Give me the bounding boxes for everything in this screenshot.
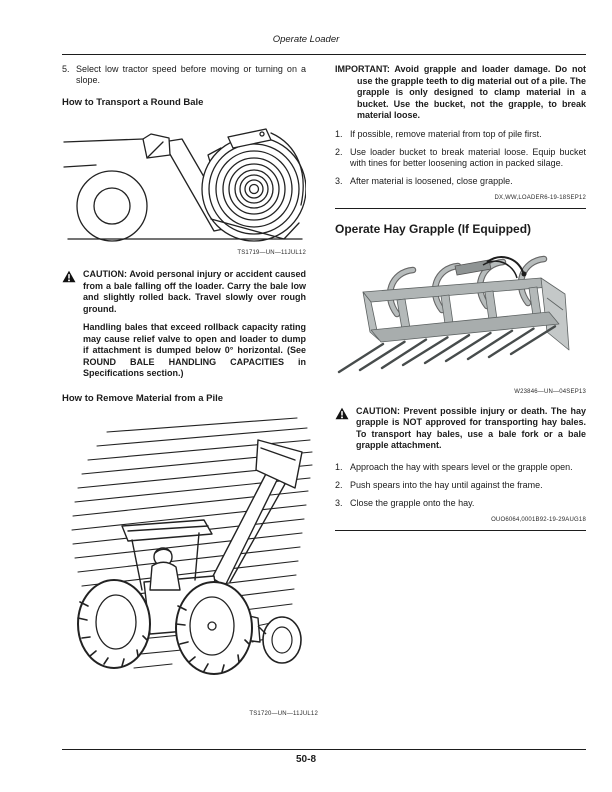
safety-alert-icon <box>335 406 356 452</box>
step-text: Select low tractor speed before moving or turning on a slope. <box>76 64 306 85</box>
step-text: Push spears into the hay until against the frame. <box>350 479 543 490</box>
caution-text: CAUTION: Avoid personal injury or accident caused from a bale falling off the loader. Carry the bale low and slightly rolled back. Travel slowly over rough ground. <box>83 269 306 314</box>
left-column <box>62 64 318 720</box>
list-item <box>335 129 586 140</box>
publication-code: OUO6064,0001B92-19-29AUG18 <box>491 516 586 523</box>
step-number: 2. <box>335 146 343 157</box>
figure-hay-grapple-illustration <box>335 252 586 384</box>
remove-pile-illustration <box>62 410 318 706</box>
caution-text: CAUTION: Prevent possible injury or death. The hay grapple is NOT approved for transporting hay bales. To transport hay bales, use a bale fork or a bale grapple attachment. <box>356 405 586 450</box>
right-column <box>335 64 586 531</box>
list-item <box>335 147 586 169</box>
step-text: After material is loosened, close grapple. <box>350 175 513 186</box>
step-text: Use loader bucket to break material loose. Equip bucket with tines for better loosening action in packed silage. <box>350 146 586 168</box>
header-rule <box>62 54 586 55</box>
list-item <box>335 176 586 187</box>
safety-alert-icon <box>62 269 83 315</box>
figure-caption-ts1719: TS1719—UN—11JUL12 <box>237 250 306 256</box>
step-number: 2. <box>335 479 343 490</box>
step-number: 1. <box>335 461 343 472</box>
page-header-title: Operate Loader <box>272 34 340 45</box>
round-bale-illustration <box>62 115 306 245</box>
publication-code: DX,WW,LOADER6-19-18SEP12 <box>494 194 586 201</box>
section-divider-rule <box>335 208 586 209</box>
figure-caption-ts1720: TS1720—UN—11JUL12 <box>249 710 318 717</box>
step-number: 3. <box>335 175 343 186</box>
figure-round-bale-illustration <box>62 115 306 245</box>
section-divider-rule <box>335 530 586 531</box>
list-item <box>335 480 586 491</box>
list-item <box>335 462 586 473</box>
step-text: If possible, remove material from top of pile first. <box>350 128 542 139</box>
step-text: Close the grapple onto the hay. <box>350 497 475 508</box>
important-note: IMPORTANT: Avoid grapple and loader damage. Do not use the grapple teeth to dig material out of a pile. The grapple is only designed to clamp material in a bucket. Use the bucket, not the grapple, to break material loose. <box>335 64 586 120</box>
caution-text-continued: Handling bales that exceed rollback capacity rating may cause relief valve to open and loader to dump if attachment is dumped below 0° horizontal. (See ROUND BALE HANDLING CAPACITIES in Specifications section.) <box>83 322 306 378</box>
list-item <box>335 498 586 509</box>
heading-remove-material-pile: How to Remove Material from a Pile <box>62 392 224 404</box>
grapple-steps-list <box>335 462 586 509</box>
step-text: Approach the hay with spears level or the grapple open. <box>350 461 573 472</box>
page-number: 50-8 <box>295 754 316 765</box>
numbered-step-5 <box>62 64 306 86</box>
caution-note-bale <box>62 269 306 315</box>
step-number: 1. <box>335 128 343 139</box>
step-number: 3. <box>335 497 343 508</box>
caution-note-grapple <box>335 406 586 452</box>
footer-rule <box>62 749 586 750</box>
step-number: 5. <box>62 64 70 74</box>
heading-transport-round-bale: How to Transport a Round Bale <box>62 97 204 108</box>
pile-steps-list <box>335 129 586 187</box>
hay-grapple-illustration <box>335 252 586 384</box>
figure-caption-w23846: W23846—UN—04SEP13 <box>514 388 586 395</box>
heading-operate-hay-grapple: Operate Hay Grapple (If Equipped) <box>335 221 532 236</box>
figure-remove-pile-illustration <box>62 410 318 706</box>
